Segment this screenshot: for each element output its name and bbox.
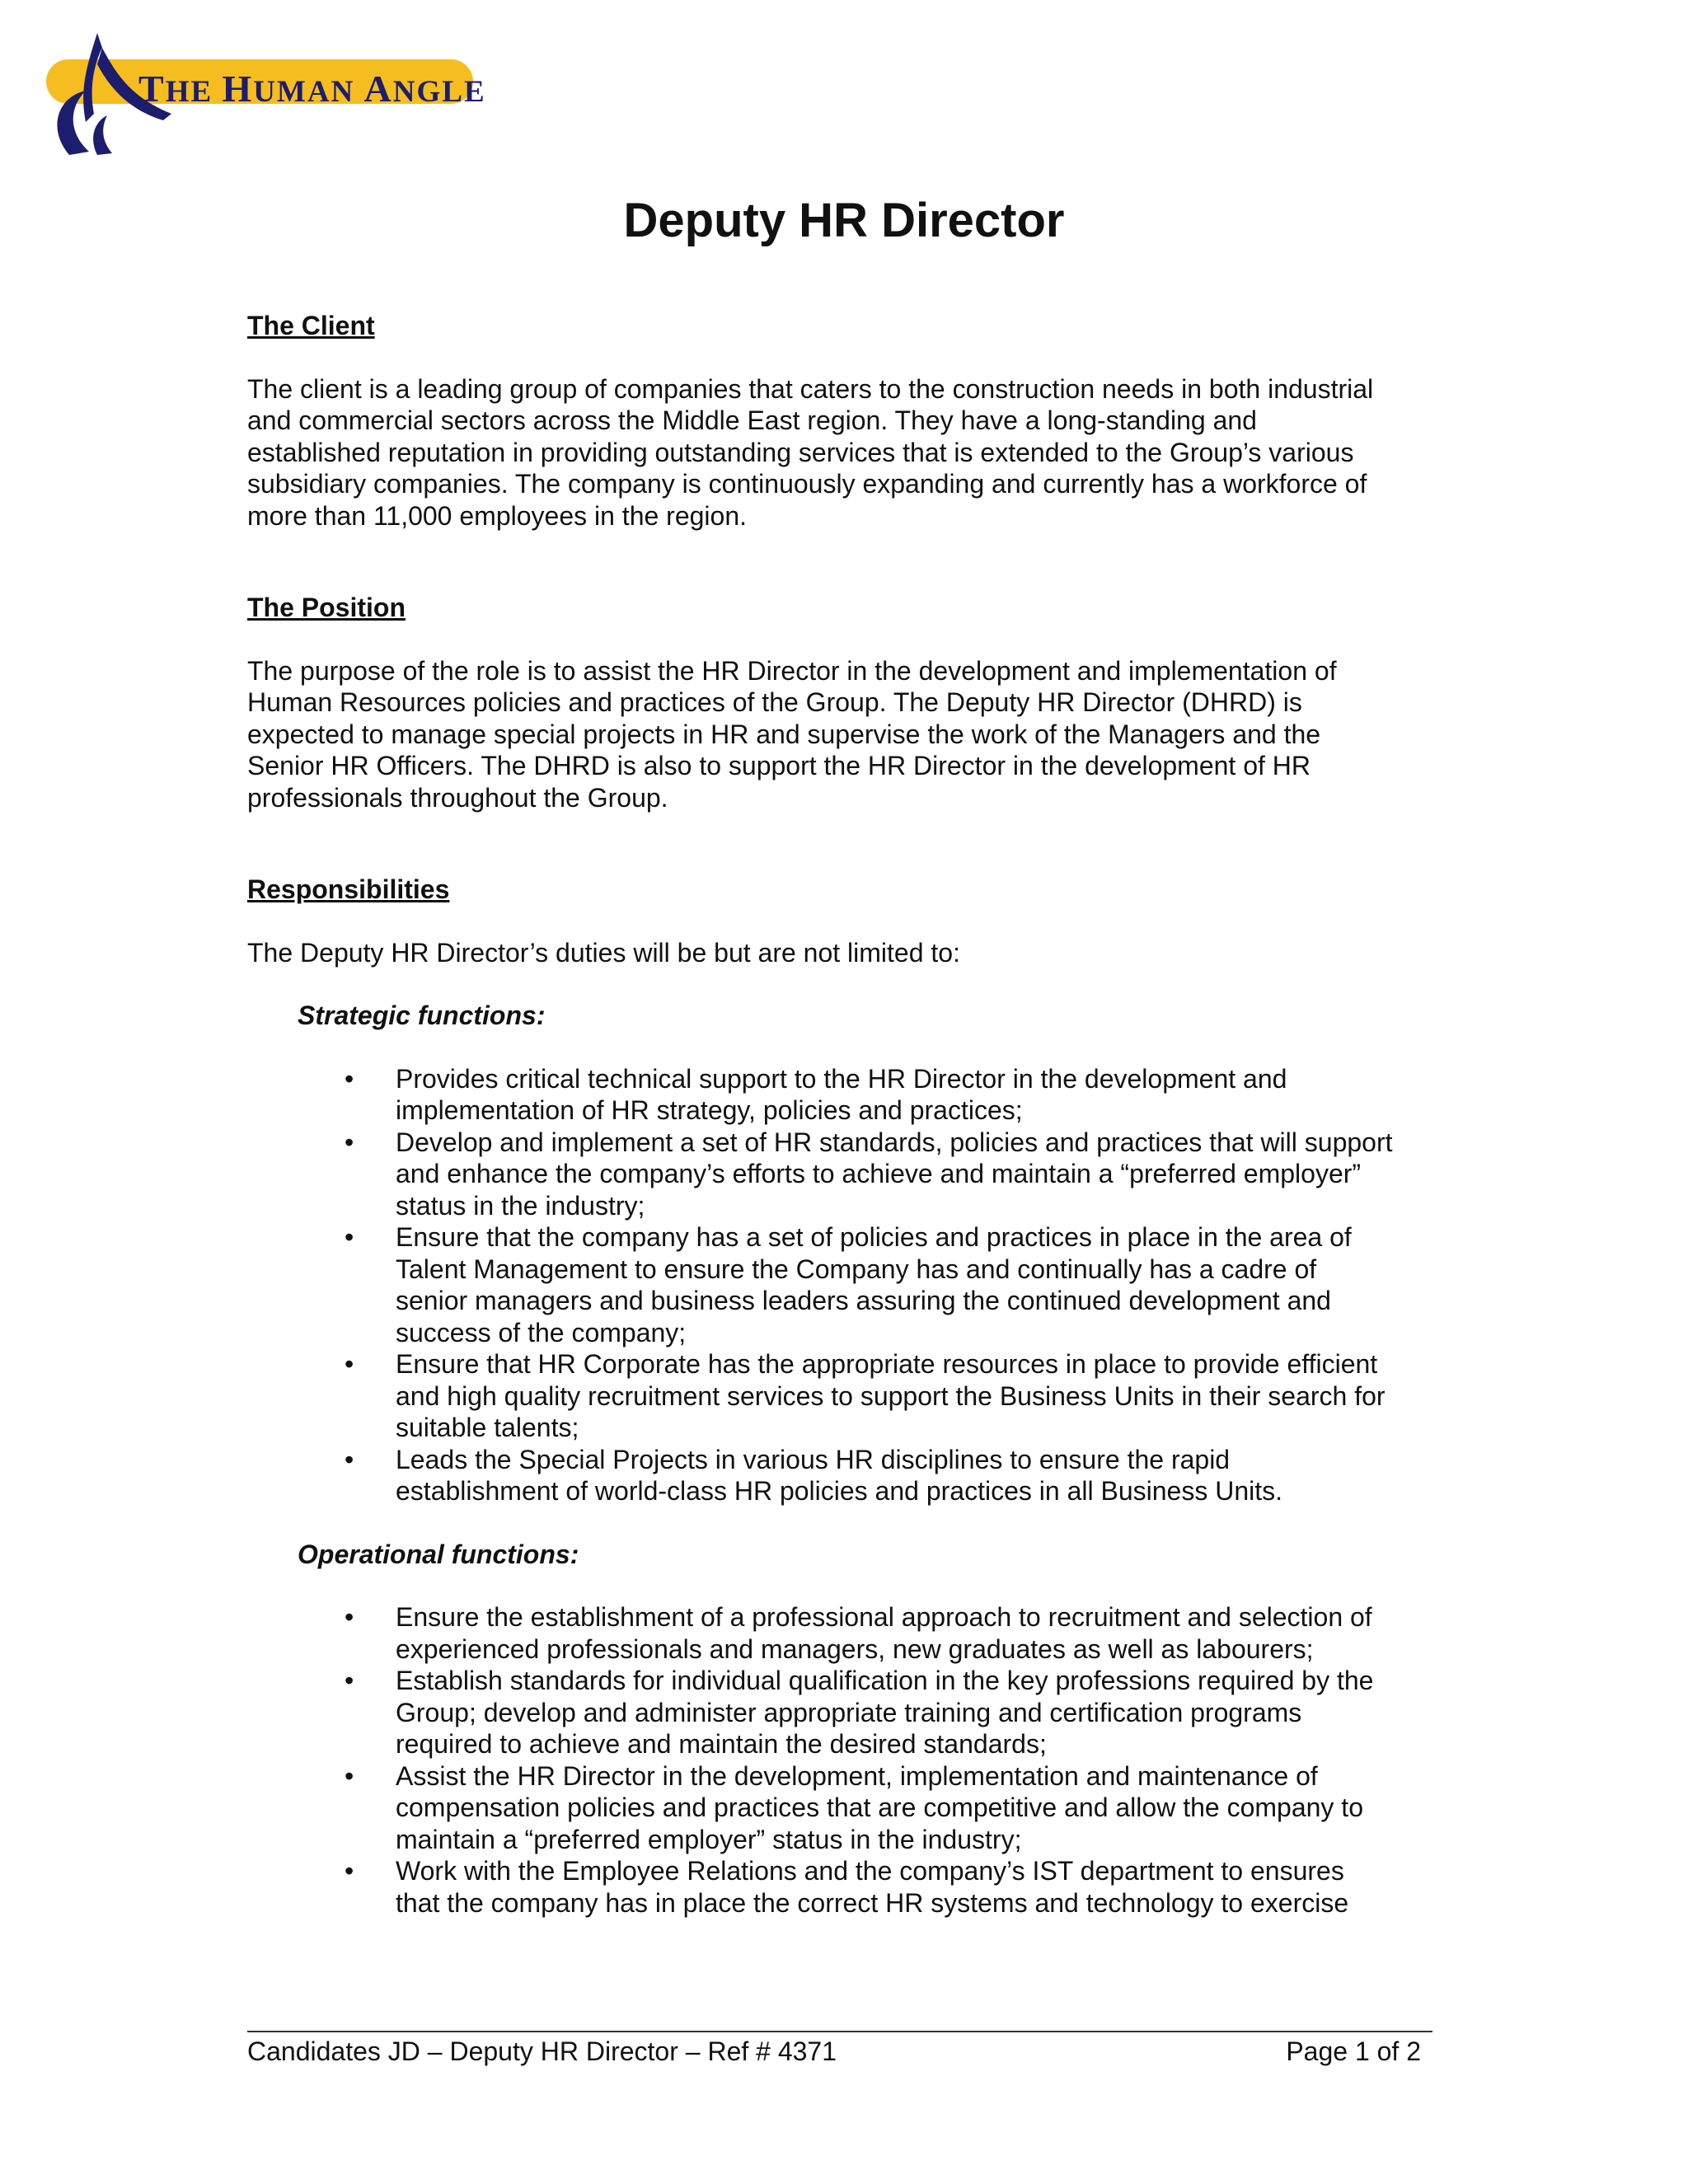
list-item — [247, 1221, 1442, 1348]
list-item-line: Assist the HR Director in the development, implementation and maintenance of — [396, 1760, 1318, 1791]
page-number: Page 1 of 2 — [1286, 2036, 1421, 2066]
position-line: Human Resources policies and practices of the Group. The Deputy HR Director (DHRD) is — [247, 687, 1302, 717]
responsibilities-intro: The Deputy HR Director’s duties will be but are not limited to: — [247, 937, 960, 968]
footer-reference: Candidates JD – Deputy HR Director – Ref # 4371 — [247, 2036, 837, 2066]
list-item-line: that the company has in place the correct HR systems and technology to exercise — [396, 1887, 1349, 1918]
bullet-icon: • — [345, 1222, 354, 1252]
position-line: expected to manage special projects in HR and supervise the work of the Managers and the — [247, 719, 1321, 749]
list-item — [247, 1855, 1442, 1919]
position-paragraph — [247, 655, 1442, 814]
list-item-line: status in the industry; — [396, 1190, 645, 1221]
list-item — [247, 1444, 1442, 1507]
list-item-line: Group; develop and administer appropriate training and certification programs — [396, 1697, 1302, 1727]
list-item-line: Ensure that the company has a set of policies and practices in place in the area of — [396, 1222, 1352, 1252]
client-line: established reputation in providing outstanding services that is extended to the Group’s various — [247, 437, 1354, 467]
strategic-heading: Strategic functions: — [298, 1001, 546, 1030]
list-item — [247, 1601, 1442, 1665]
list-item — [247, 1760, 1442, 1856]
position-heading: The Position — [247, 593, 406, 622]
client-line: more than 11,000 employees in the region. — [247, 500, 748, 531]
bullet-icon: • — [345, 1127, 354, 1157]
bullet-icon: • — [345, 1063, 354, 1094]
list-item-line: suitable talents; — [396, 1413, 579, 1442]
bullet-icon: • — [345, 1444, 354, 1474]
list-item-line: implementation of HR strategy, policies and practices; — [396, 1095, 1023, 1125]
list-item-line: Talent Management to ensure the Company has and continually has a cadre of — [396, 1254, 1317, 1284]
list-item-line: Establish standards for individual qualification in the key professions required by the — [396, 1666, 1374, 1695]
bullet-icon: • — [345, 1666, 354, 1695]
list-item-line: Provides critical technical support to the HR Director in the development and — [396, 1063, 1287, 1094]
bullet-icon: • — [345, 1349, 354, 1379]
list-item — [247, 1063, 1442, 1127]
document-title: Deputy HR Director — [623, 194, 1065, 247]
client-paragraph — [247, 373, 1442, 532]
list-item-line: Develop and implement a set of HR standards, policies and practices that will support — [396, 1127, 1393, 1157]
list-item — [247, 1348, 1442, 1444]
client-heading: The Client — [247, 311, 375, 340]
list-item-line: Ensure that HR Corporate has the appropriate resources in place to provide efficient — [396, 1349, 1378, 1379]
bullet-icon: • — [345, 1856, 354, 1886]
position-line: Senior HR Officers. The DHRD is also to support the HR Director in the development of HR — [247, 751, 1311, 780]
list-item-line: and high quality recruitment services to support the Business Units in their search for — [396, 1380, 1386, 1411]
list-item-line: Work with the Employee Relations and the company’s IST department to ensures — [396, 1856, 1344, 1886]
client-line: subsidiary companies. The company is continuously expanding and currently has a workforce of — [247, 469, 1367, 499]
list-item-line: senior managers and business leaders assuring the continued development and — [396, 1286, 1331, 1315]
page-footer — [247, 2031, 1432, 2067]
company-logo — [40, 31, 501, 163]
list-item-line: compensation policies and practices that are competitive and allow the company to — [396, 1793, 1363, 1822]
bullet-icon: • — [345, 1602, 354, 1632]
list-item-line: establishment of world-class HR policies and practices in all Business Units. — [396, 1476, 1282, 1506]
operational-heading: Operational functions: — [298, 1539, 579, 1569]
list-item-line: required to achieve and maintain the desired standards; — [396, 1729, 1047, 1759]
list-item — [247, 1127, 1442, 1222]
position-line: The purpose of the role is to assist the HR Director in the development and implementation of — [247, 655, 1337, 686]
list-item — [247, 1665, 1442, 1760]
position-line: professionals throughout the Group. — [247, 782, 668, 813]
operational-list — [247, 1601, 1442, 1919]
bullet-icon: • — [345, 1760, 354, 1791]
logo-wordmark: THE HUMAN ANGLE — [138, 68, 486, 110]
responsibilities-heading: Responsibilities — [247, 874, 450, 904]
client-line: The client is a leading group of companies that caters to the construction needs in both industrial — [247, 373, 1374, 404]
list-item-line: and enhance the company’s efforts to achieve and maintain a “preferred employer” — [396, 1159, 1362, 1188]
document-body — [247, 310, 1442, 1919]
list-item-line: Ensure the establishment of a professional approach to recruitment and selection of — [396, 1602, 1372, 1632]
list-item-line: experienced professionals and managers, new graduates as well as labourers; — [396, 1633, 1314, 1664]
strategic-list — [247, 1063, 1442, 1507]
list-item-line: Leads the Special Projects in various HR disciplines to ensure the rapid — [396, 1444, 1231, 1474]
list-item-line: success of the company; — [396, 1317, 687, 1347]
list-item-line: maintain a “preferred employer” status in the industry; — [396, 1824, 1022, 1854]
client-line: and commercial sectors across the Middle East region. They have a long-standing and — [247, 405, 1257, 435]
